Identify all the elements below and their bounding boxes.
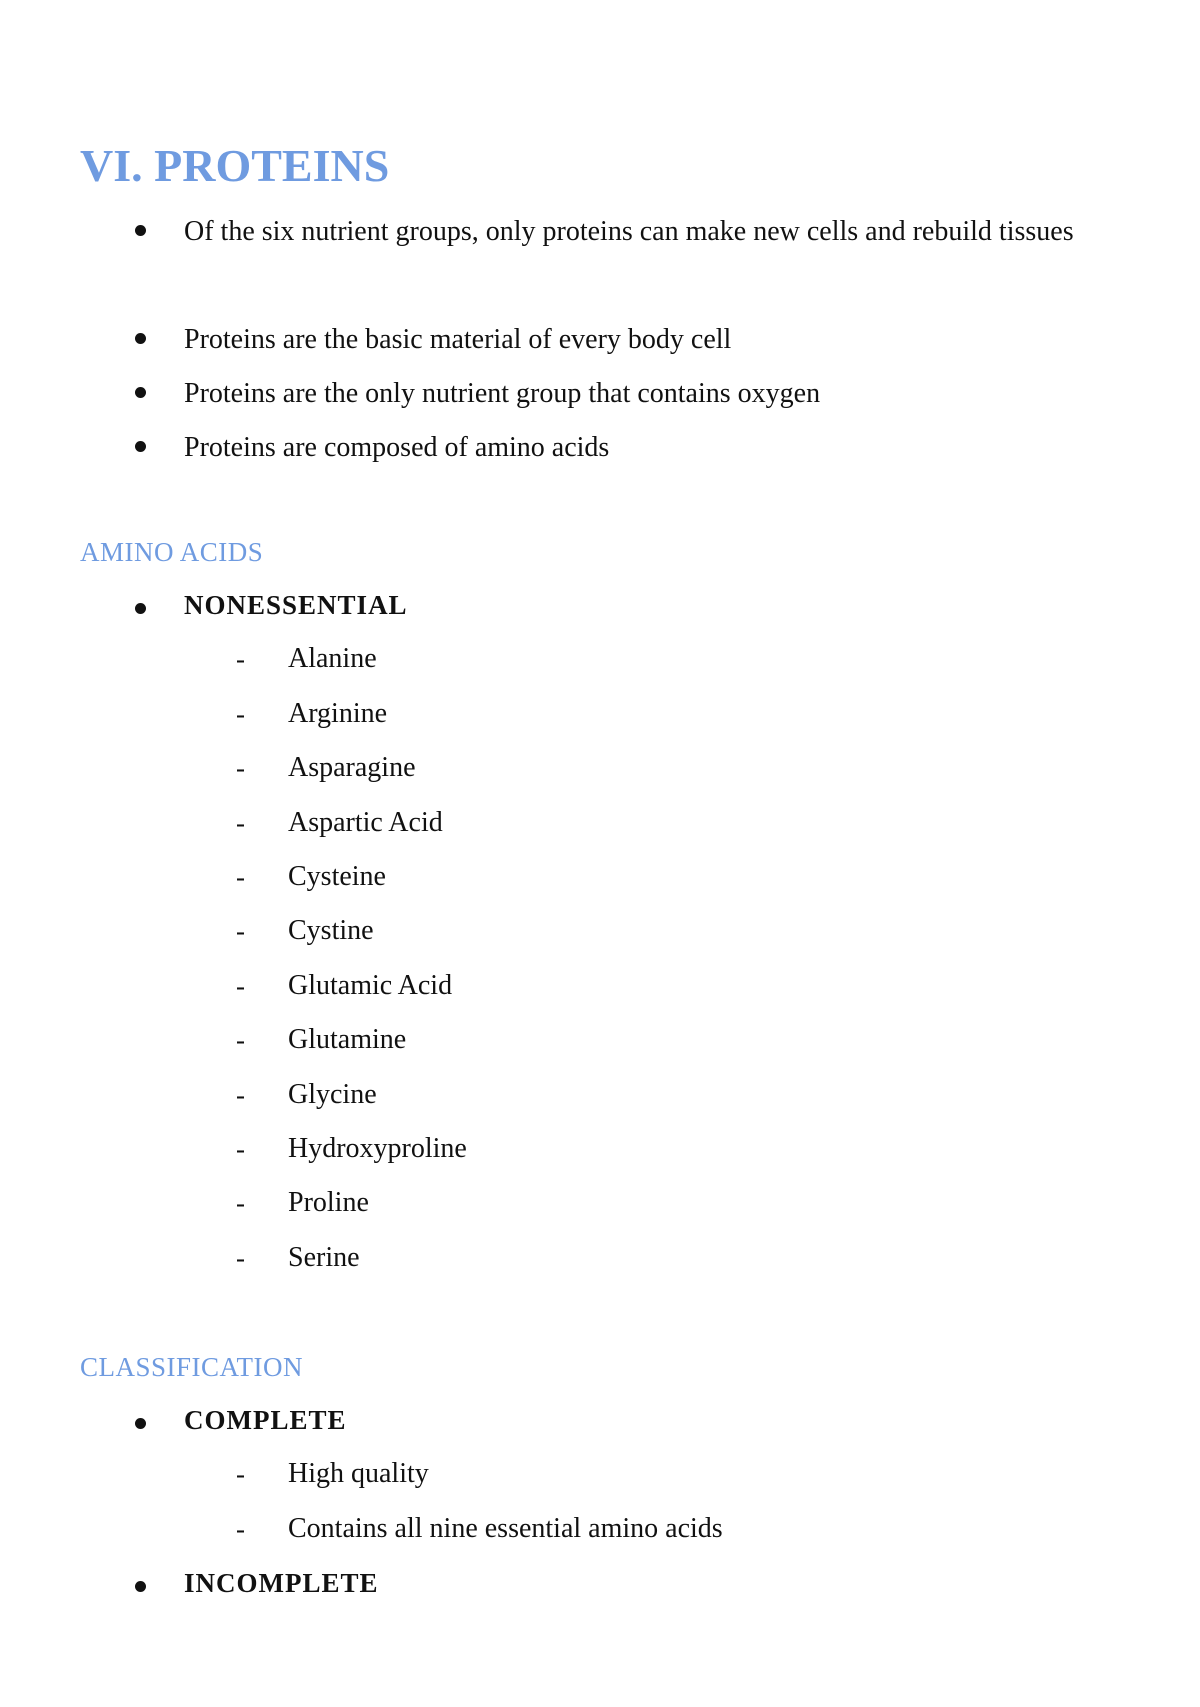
dash-marker: - bbox=[236, 698, 245, 729]
list-item bbox=[0, 692, 1200, 746]
dash-marker: - bbox=[236, 1025, 245, 1056]
classification-detail: High quality bbox=[288, 1458, 429, 1490]
list-item bbox=[0, 313, 1200, 367]
amino-acid-name: Alanine bbox=[288, 643, 377, 675]
amino-acid-name: Arginine bbox=[288, 697, 388, 729]
dash-marker: - bbox=[236, 644, 245, 675]
bullet-icon bbox=[135, 441, 146, 452]
dash-marker: - bbox=[236, 1079, 245, 1110]
list-item bbox=[0, 1452, 1200, 1506]
nonessential-label: NONESSENTIAL bbox=[184, 590, 408, 620]
list-item bbox=[0, 421, 1200, 475]
dash-marker: - bbox=[236, 916, 245, 947]
dash-marker: - bbox=[236, 1188, 245, 1219]
amino-acids-heading: AMINO ACIDS bbox=[80, 537, 264, 567]
incomplete-label: INCOMPLETE bbox=[184, 1568, 379, 1599]
list-item-text: Of the six nutrient groups, only proteins can make new cells and rebuild tissues bbox=[184, 216, 1074, 247]
list-item bbox=[0, 1181, 1200, 1235]
bullet-icon bbox=[135, 225, 146, 236]
list-item bbox=[0, 1561, 1200, 1615]
classification-heading: CLASSIFICATION bbox=[80, 1352, 304, 1382]
list-item-text: Proteins are the only nutrient group that contains oxygen bbox=[184, 378, 821, 409]
bullet-icon bbox=[135, 333, 146, 344]
list-item bbox=[0, 964, 1200, 1018]
list-item bbox=[0, 205, 1200, 313]
list-item bbox=[0, 1236, 1200, 1290]
bullet-icon bbox=[135, 603, 146, 614]
dash-marker: - bbox=[236, 861, 245, 892]
dash-marker: - bbox=[236, 1242, 245, 1273]
amino-acid-name: Asparagine bbox=[288, 752, 416, 784]
amino-acid-name: Glutamine bbox=[288, 1024, 407, 1056]
classification-list bbox=[0, 1398, 1200, 1616]
amino-acid-name: Glycine bbox=[288, 1078, 377, 1110]
list-item bbox=[0, 746, 1200, 800]
amino-acid-name: Proline bbox=[288, 1187, 369, 1219]
list-item bbox=[0, 367, 1200, 421]
intro-bullet-list bbox=[0, 205, 1200, 475]
list-item bbox=[0, 801, 1200, 855]
list-item bbox=[0, 1398, 1200, 1452]
dash-marker: - bbox=[236, 1513, 245, 1544]
dash-marker: - bbox=[236, 1459, 245, 1490]
complete-label: COMPLETE bbox=[184, 1405, 347, 1435]
amino-acid-name: Cysteine bbox=[288, 860, 386, 892]
list-item bbox=[0, 583, 1200, 637]
amino-acid-name: Serine bbox=[288, 1241, 360, 1273]
amino-acid-name: Cystine bbox=[288, 915, 374, 947]
list-item bbox=[0, 1073, 1200, 1127]
dash-marker: - bbox=[236, 970, 245, 1001]
list-item-text: Proteins are the basic material of every body cell bbox=[184, 324, 732, 355]
list-item bbox=[0, 909, 1200, 963]
bullet-icon bbox=[135, 1581, 146, 1592]
nonessential-list bbox=[0, 583, 1200, 1290]
list-item bbox=[0, 1018, 1200, 1072]
list-item-text: Proteins are composed of amino acids bbox=[184, 432, 610, 463]
dash-marker: - bbox=[236, 1133, 245, 1164]
list-item bbox=[0, 637, 1200, 691]
page-title: VI. PROTEINS bbox=[80, 140, 390, 191]
bullet-icon bbox=[135, 1418, 146, 1429]
classification-detail: Contains all nine essential amino acids bbox=[288, 1512, 723, 1544]
amino-acid-name: Glutamic Acid bbox=[288, 969, 453, 1001]
bullet-icon bbox=[135, 387, 146, 398]
dash-marker: - bbox=[236, 753, 245, 784]
dash-marker: - bbox=[236, 807, 245, 838]
list-item bbox=[0, 855, 1200, 909]
amino-acid-name: Aspartic Acid bbox=[288, 806, 443, 838]
amino-acid-name: Hydroxyproline bbox=[288, 1132, 467, 1164]
list-item bbox=[0, 1507, 1200, 1561]
list-item bbox=[0, 1127, 1200, 1181]
